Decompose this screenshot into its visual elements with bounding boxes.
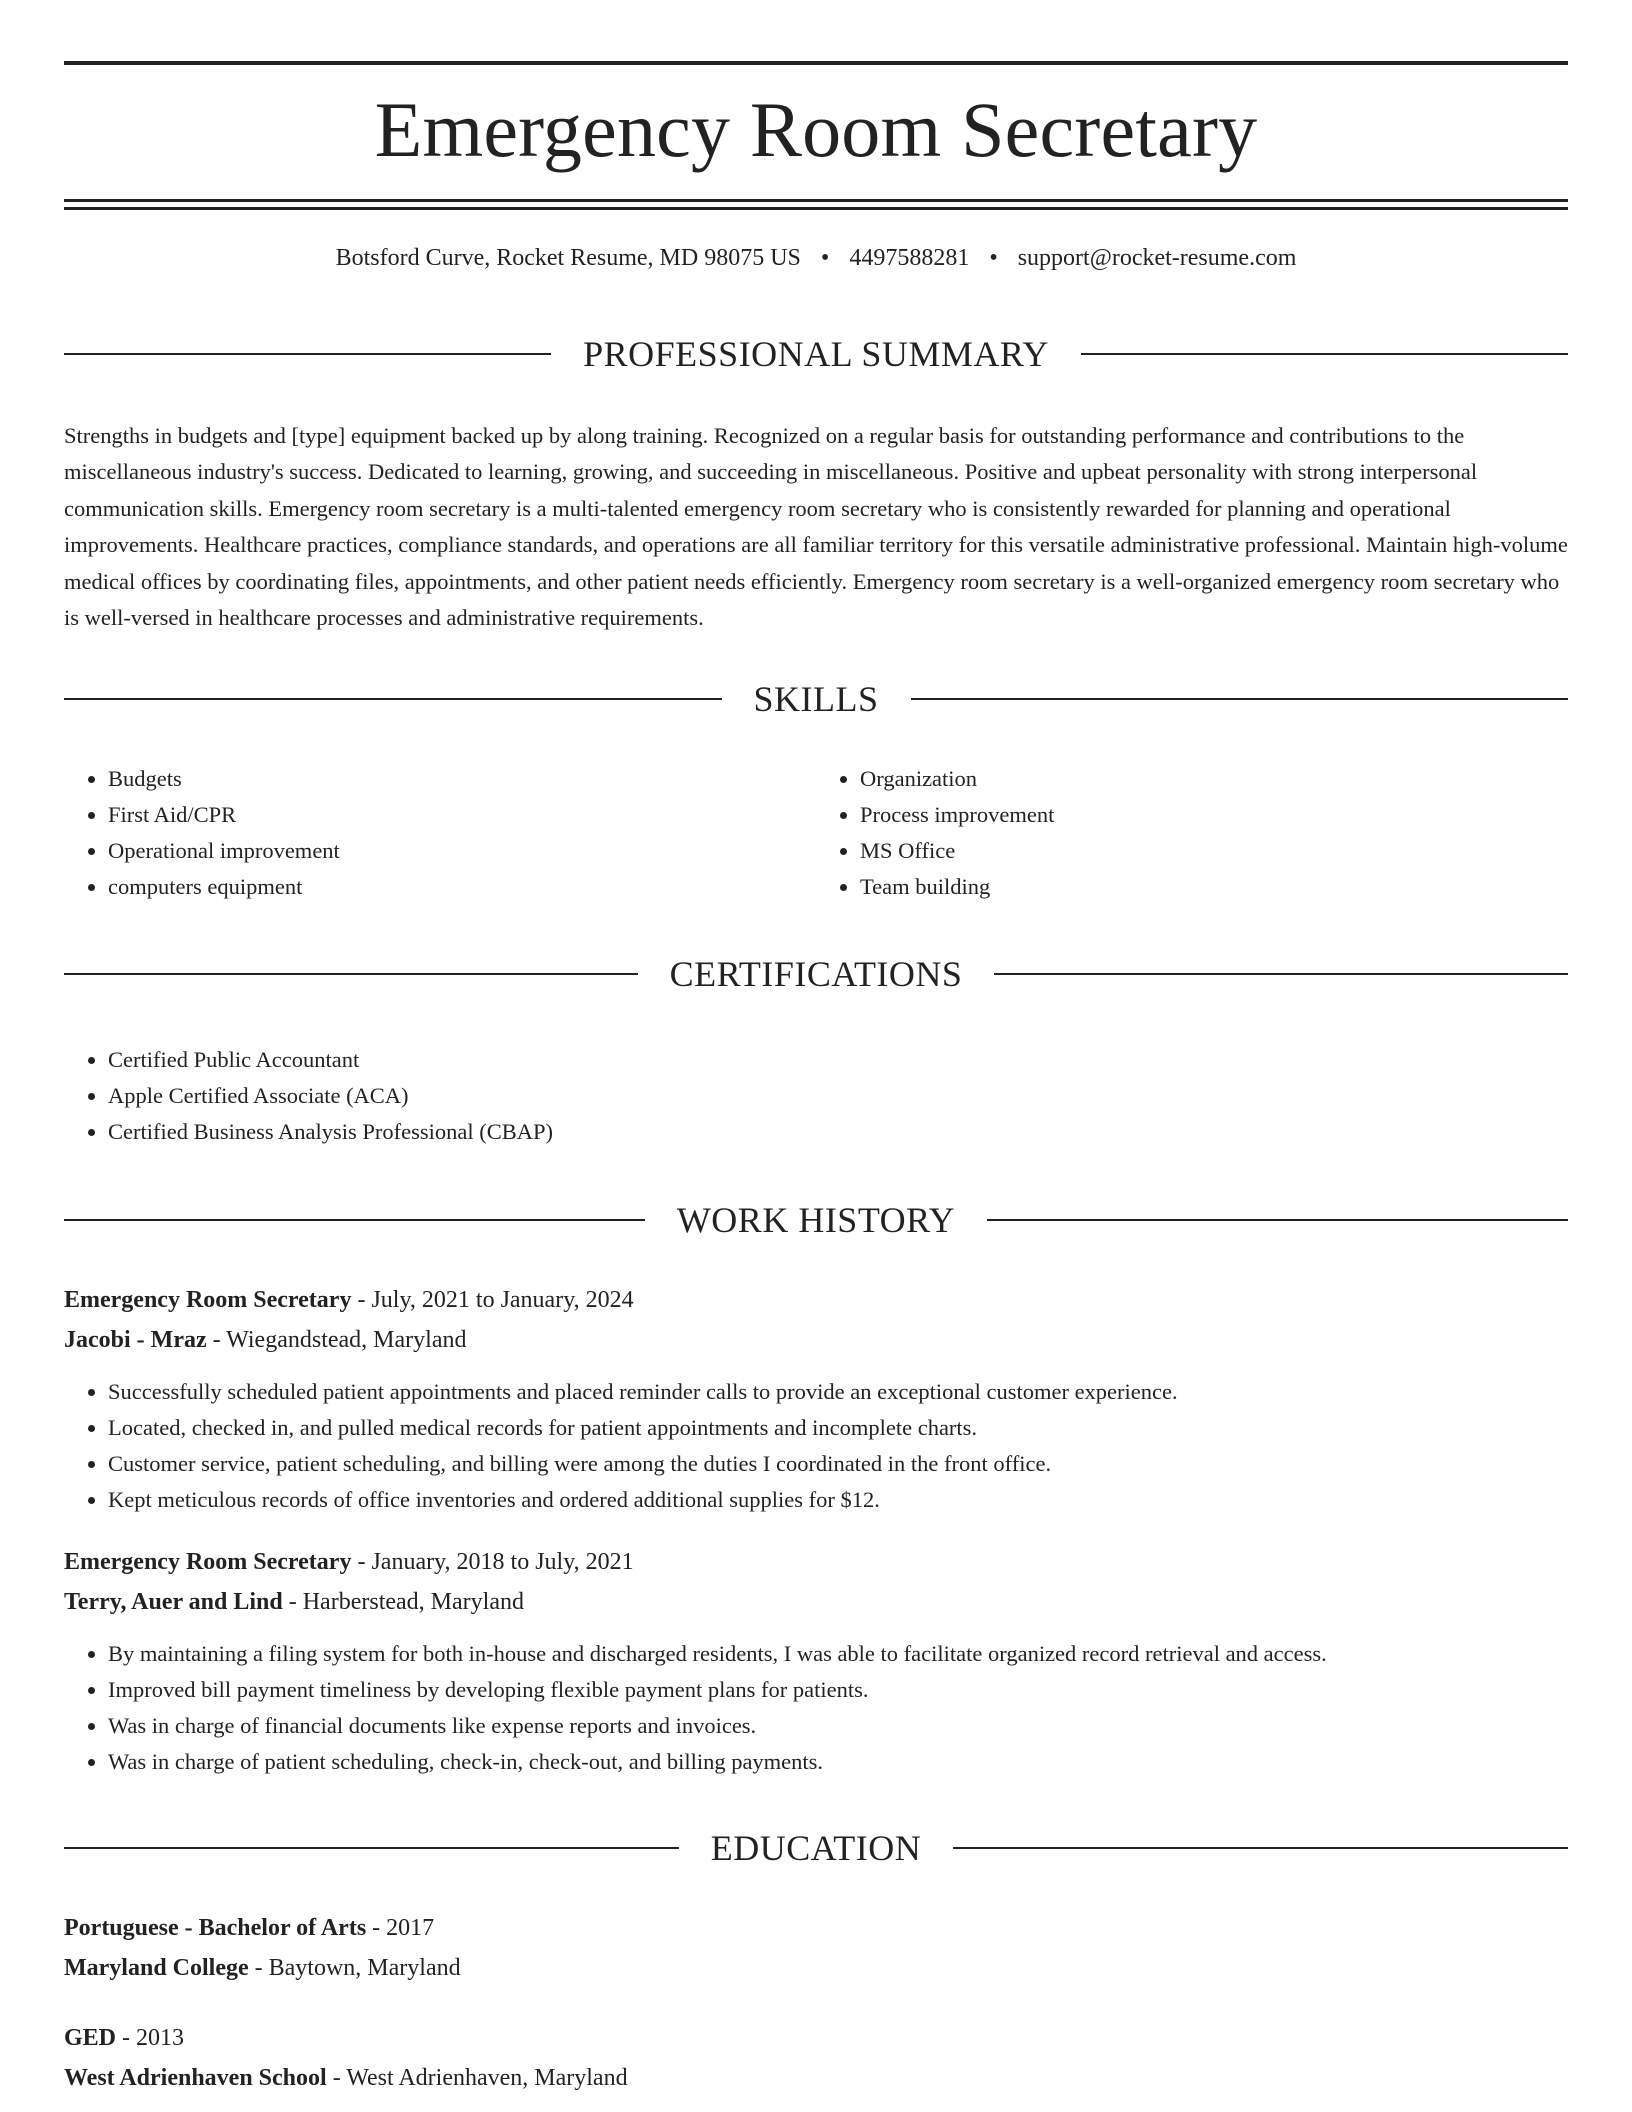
work-heading — [64, 1172, 1568, 1268]
education-location: - West Adrienhaven, Maryland — [326, 2064, 628, 2091]
heading-rule-right — [1081, 353, 1568, 355]
education-entry — [64, 1908, 1568, 1988]
job-location: - Harberstead, Maryland — [282, 1589, 524, 1615]
job-role-line — [64, 1542, 1568, 1582]
education-school-line — [64, 1948, 1568, 1988]
job-entry — [64, 1280, 1568, 1518]
header-double-rule — [64, 199, 1568, 210]
skill-item: • Organization — [860, 761, 1568, 797]
heading-rule-right — [994, 973, 1568, 975]
contact-separator: • — [989, 245, 998, 271]
job-bullet: • Successfully scheduled patient appointments and placed reminder calls to provide an exceptional customer experience. — [108, 1374, 1568, 1410]
education-degree: GED — [64, 2024, 117, 2051]
contact-email: support@rocket-resume.com — [1017, 245, 1297, 271]
education-degree-line — [64, 1908, 1568, 1948]
skills-heading — [64, 651, 1568, 747]
heading-rule-right — [953, 1847, 1568, 1849]
heading-rule-left — [64, 353, 551, 355]
skill-item: • First Aid/CPR — [108, 797, 816, 833]
skill-item: • computers equipment — [108, 869, 816, 905]
job-bullet: • Located, checked in, and pulled medical records for patient appointments and incomplete charts. — [108, 1410, 1568, 1446]
skills-column-left — [64, 761, 816, 905]
job-company-line — [64, 1582, 1568, 1622]
job-bullet: • Was in charge of financial documents like expense reports and invoices. — [108, 1708, 1568, 1744]
job-bullets — [64, 1374, 1568, 1518]
education-location: - Baytown, Maryland — [248, 1954, 461, 1981]
work-title: WORK HISTORY — [676, 1200, 956, 1241]
contact-line — [64, 246, 1568, 270]
skill-item: • Budgets — [108, 761, 816, 797]
job-company-line — [64, 1320, 1568, 1360]
certifications-list — [64, 1042, 1568, 1150]
summary-heading — [64, 306, 1568, 402]
education-degree: Portuguese - Bachelor of Arts — [64, 1914, 367, 1941]
job-bullet: • Kept meticulous records of office inventories and ordered additional supplies for $12. — [108, 1482, 1568, 1518]
certification-item: • Certified Public Accountant — [108, 1042, 1568, 1078]
education-year: - 2013 — [116, 2024, 185, 2051]
certification-item: • Apple Certified Associate (ACA) — [108, 1078, 1568, 1114]
education-heading — [64, 1800, 1568, 1896]
certifications-title: CERTIFICATIONS — [669, 954, 963, 995]
education-entry — [64, 2018, 1568, 2098]
heading-rule-left — [64, 698, 722, 700]
skill-item: • Process improvement — [860, 797, 1568, 833]
education-school: West Adrienhaven School — [64, 2064, 327, 2091]
skill-item: • Operational improvement — [108, 833, 816, 869]
education-year: - 2017 — [366, 1914, 435, 1941]
contact-address: Botsford Curve, Rocket Resume, MD 98075 US — [335, 245, 801, 271]
education-school-line — [64, 2058, 1568, 2098]
heading-rule-left — [64, 973, 638, 975]
skills-column-right — [816, 761, 1568, 905]
certifications-heading — [64, 927, 1568, 1023]
heading-rule-right — [987, 1219, 1568, 1221]
job-bullet: • Customer service, patient scheduling, and billing were among the duties I coordinated in the front office. — [108, 1446, 1568, 1482]
job-role-line — [64, 1280, 1568, 1320]
heading-rule-right — [911, 698, 1569, 700]
job-bullets — [64, 1636, 1568, 1780]
job-company: Terry, Auer and Lind — [64, 1589, 283, 1615]
contact-separator: • — [820, 245, 830, 271]
job-company: Jacobi - Mraz — [64, 1327, 207, 1353]
job-bullet: • Was in charge of patient scheduling, check-in, check-out, and billing payments. — [108, 1744, 1568, 1780]
certification-item: • Certified Business Analysis Professional (CBAP) — [108, 1114, 1568, 1150]
skills-title: SKILLS — [753, 678, 879, 719]
job-role: Emergency Room Secretary — [64, 1287, 352, 1313]
job-bullet: • Improved bill payment timeliness by developing flexible payment plans for patients. — [108, 1672, 1568, 1708]
education-degree-line — [64, 2018, 1568, 2058]
job-location: - Wiegandstead, Maryland — [206, 1327, 467, 1353]
summary-title: PROFESSIONAL SUMMARY — [583, 333, 1049, 374]
job-bullet: • By maintaining a filing system for both in-house and discharged residents, I was able to facilitate organized record retrieval and access. — [108, 1636, 1568, 1672]
job-entry — [64, 1542, 1568, 1780]
job-role: Emergency Room Secretary — [64, 1549, 352, 1575]
education-school: Maryland College — [64, 1954, 249, 1981]
skills-list — [64, 761, 1568, 905]
heading-rule-left — [64, 1219, 645, 1221]
summary-text: Strengths in budgets and [type] equipment backed up by along training. Recognized on a regular basis for outstanding performance and contributions to the miscellaneous industry's success. Dedicated to learning, growing, and succeeding in miscellaneous. Positive and upbeat personality with strong interpersonal communication skills. Emergency room secretary is a multi-talented emergency room secretary who is consistently rewarded for planning and operational improvements. Healthcare practices, compliance standards, and operations are all familiar territory for this versatile administrative professional. Maintain high-volume medical offices by coordinating files, appointments, and other patient needs efficiently. Emergency room secretary is a well-organized emergency room secretary who is well-versed in healthcare processes and administrative requirements. — [64, 422, 1568, 631]
header-top-rule — [64, 61, 1568, 65]
skill-item: • Team building — [860, 869, 1568, 905]
candidate-name: Emergency Room Secretary — [374, 86, 1258, 173]
skill-item: • MS Office — [860, 833, 1568, 869]
heading-rule-left — [64, 1847, 679, 1849]
job-dates: - July, 2021 to January, 2024 — [351, 1287, 634, 1313]
contact-phone: 4497588281 — [849, 245, 970, 271]
education-title: EDUCATION — [710, 1827, 922, 1868]
job-dates: - January, 2018 to July, 2021 — [351, 1549, 634, 1575]
